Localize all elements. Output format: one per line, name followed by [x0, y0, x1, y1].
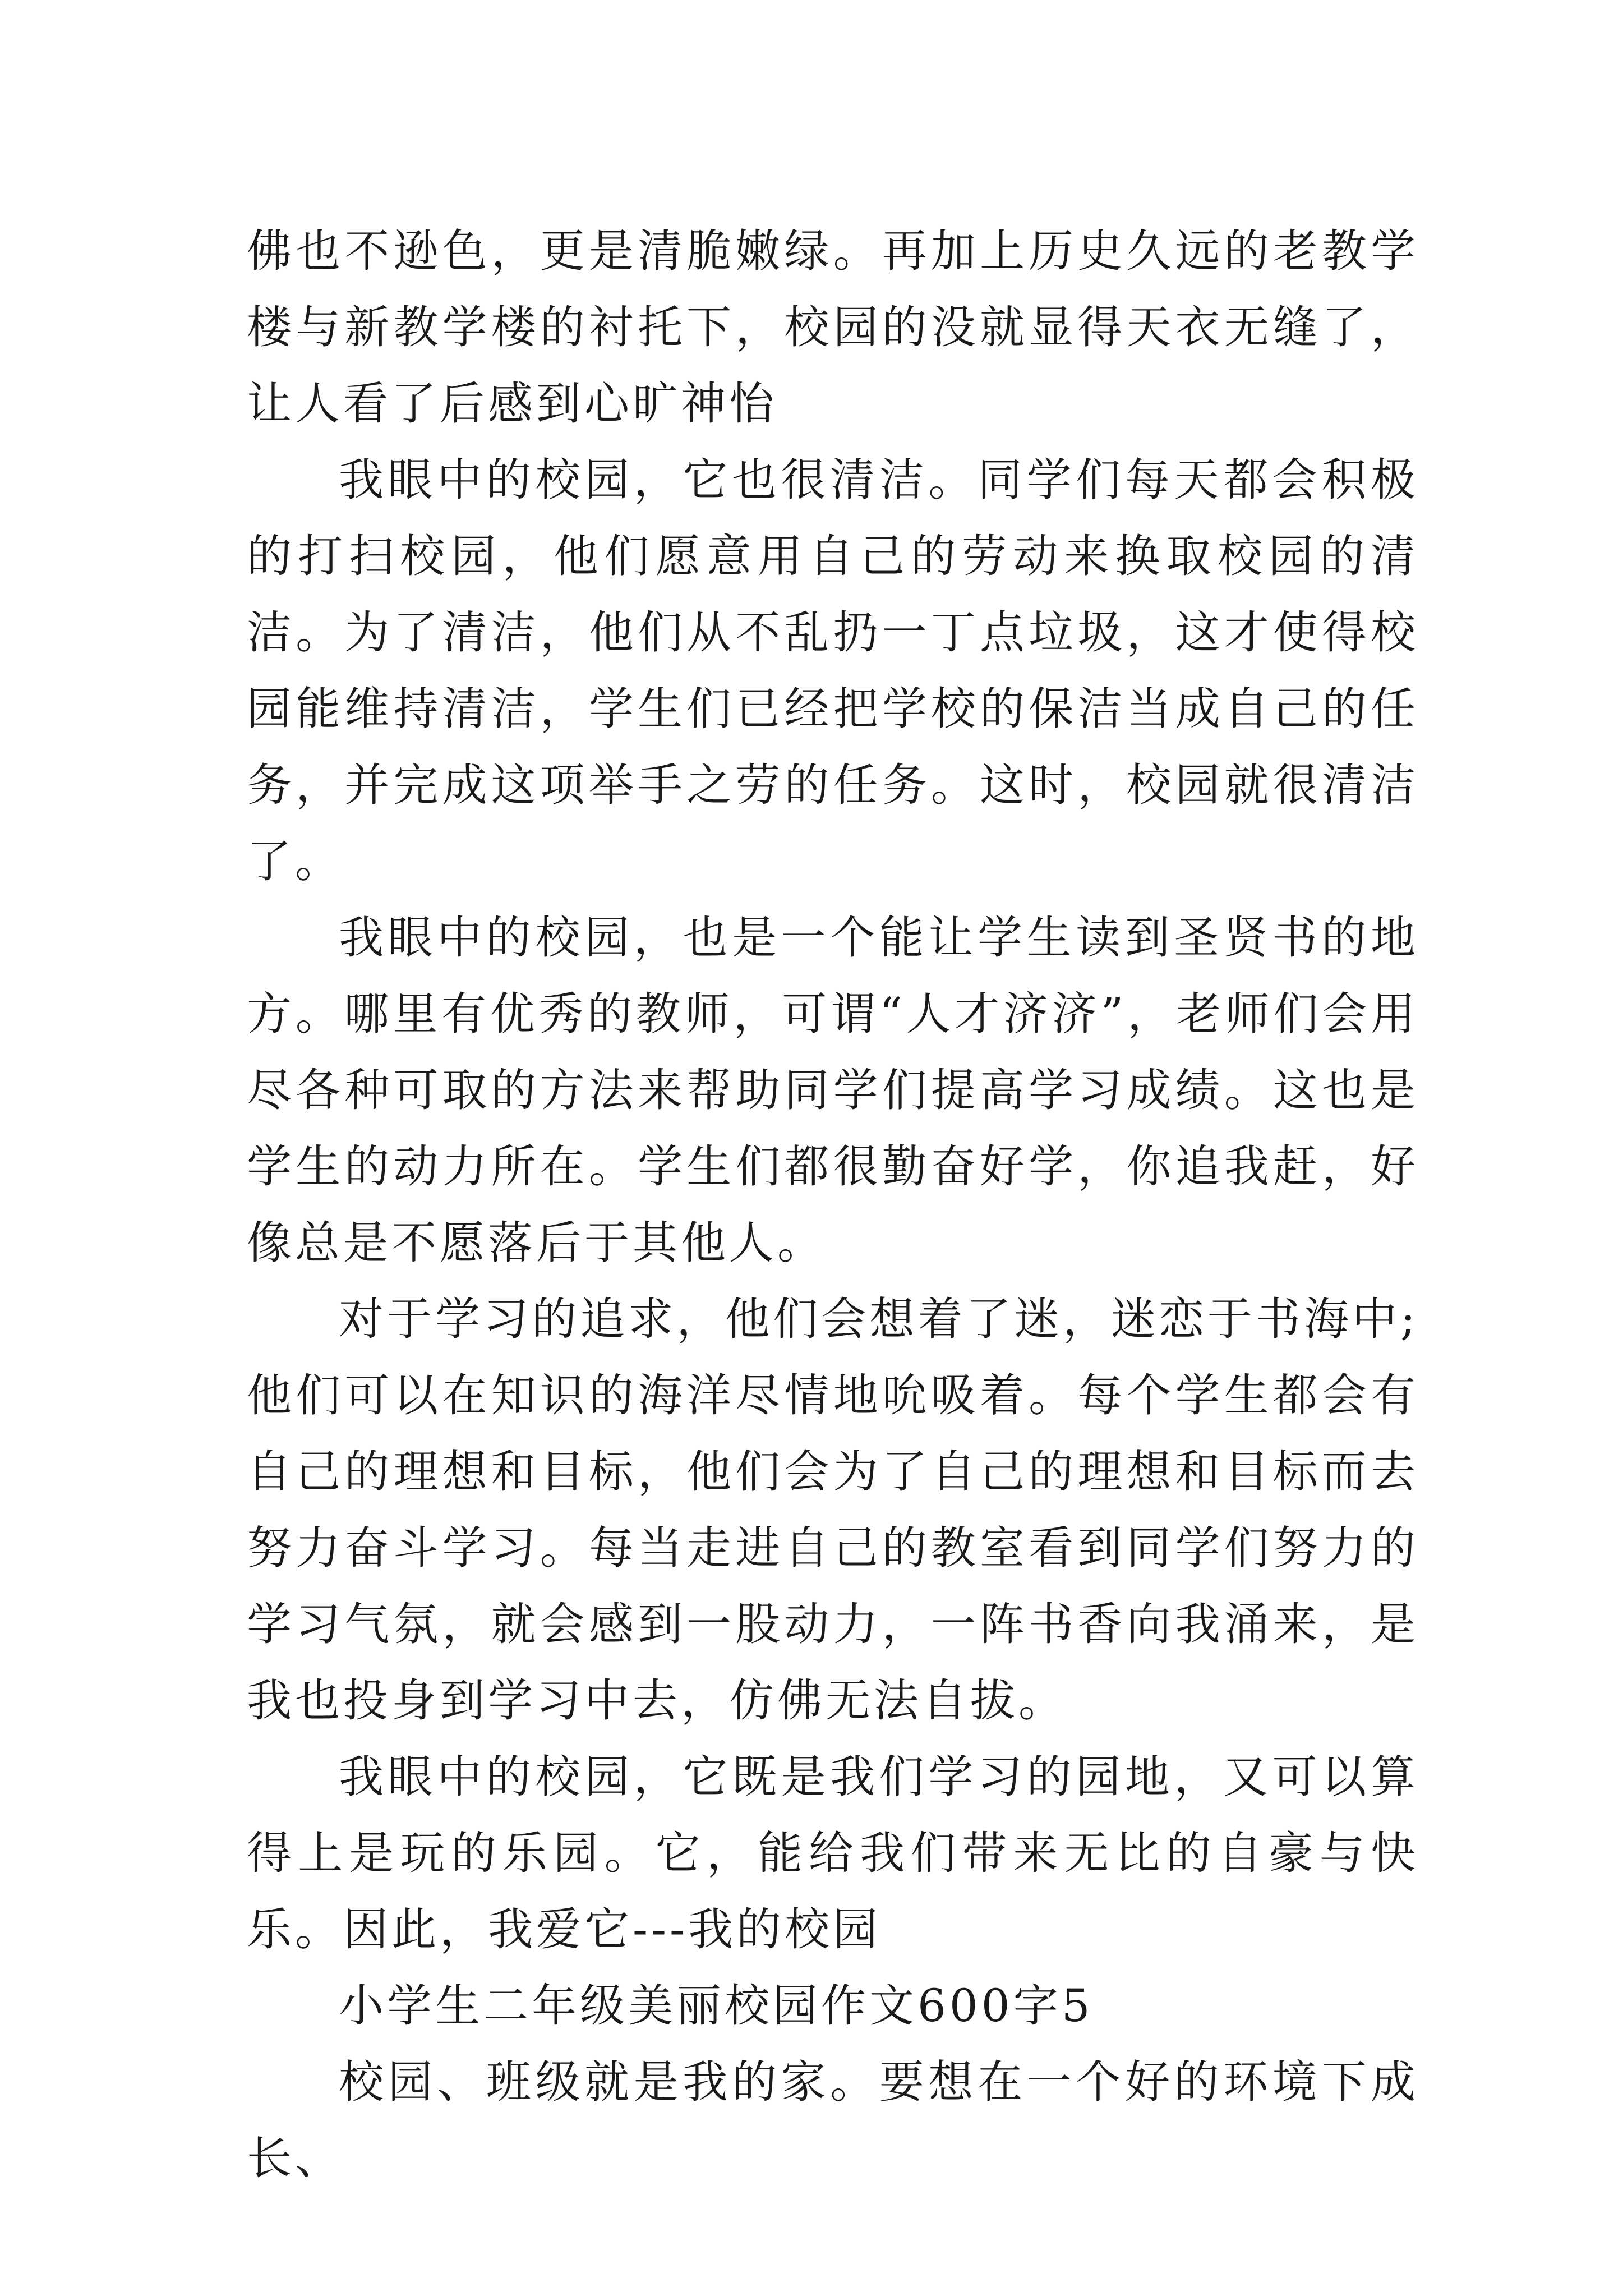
- paragraph-3: 我眼中的校园，也是一个能让学生读到圣贤书的地方。哪里有优秀的教师，可谓“人才济济”，老师们会用尽各种可取的方法来帮助同学们提高学习成绩。这也是学生的动力所在。学生们都很勤奋好学，你追我赶，好像总是不愿落后于其他人。: [247, 912, 1419, 1269]
- paragraph-5: 我眼中的校园，它既是我们学习的园地，又可以算得上是玩的乐园。它，能给我们带来无比的自豪与快乐。因此，我爱它---我的校园: [247, 1751, 1419, 1955]
- document-body: [247, 213, 1419, 2197]
- paragraph-1: 佛也不逊色，更是清脆嫩绿。再加上历史久远的老教学楼与新教学楼的衬托下，校园的没就显得天衣无缝了，让人看了后感到心旷神怡: [247, 225, 1419, 430]
- paragraph-6: 校园、班级就是我的家。要想在一个好的环境下成长、: [247, 2056, 1419, 2184]
- paragraph-2: 我眼中的校园，它也很清洁。同学们每天都会积极的打扫校园，他们愿意用自己的劳动来换取校园的清洁。为了清洁，他们从不乱扔一丁点垃圾，这才使得校园能维持清洁，学生们已经把学校的保洁当成自己的任务，并完成这项举手之劳的任务。这时，校园就很清洁了。: [247, 454, 1419, 887]
- paragraph-4: 对于学习的追求，他们会想着了迷，迷恋于书海中;他们可以在知识的海洋尽情地吮吸着。每个学生都会有自己的理想和目标，他们会为了自己的理想和目标而去努力奋斗学习。每当走进自己的教室看到同学们努力的学习气氛，就会感到一股动力，一阵书香向我涌来，是我也投身到学习中去，仿佛无法自拔。: [247, 1293, 1419, 1727]
- section-title: 小学生二年级美丽校园作文600字5: [339, 1980, 1094, 2032]
